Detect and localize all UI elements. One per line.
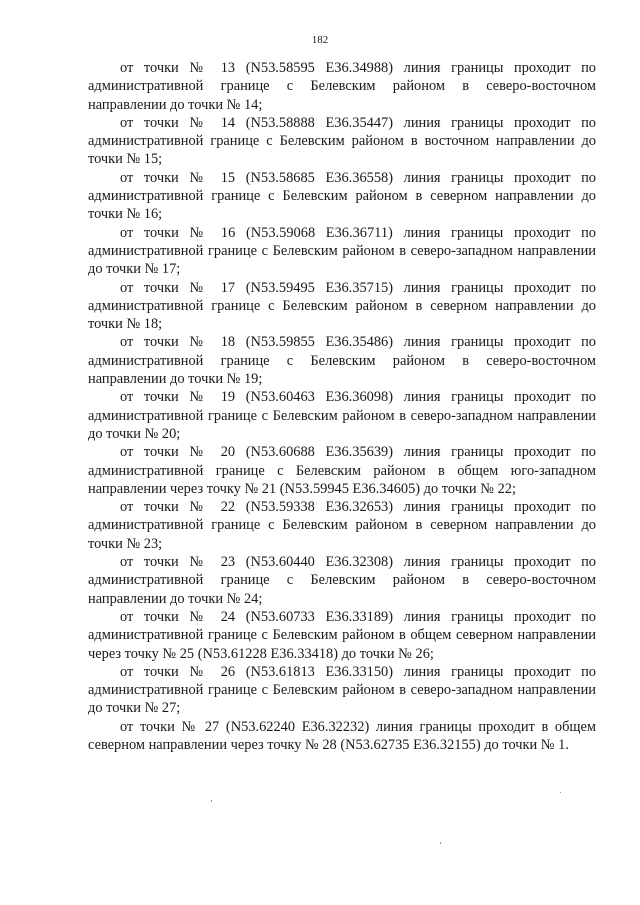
boundary-paragraph-16: от точки № 16 (N53.59068 E36.36711) линия границы проходит по административной границе с Белевским районом в северо-западном направлении до точки № 17; (88, 224, 596, 278)
boundary-paragraph-15: от точки № 15 (N53.58685 E36.36558) линия границы проходит по административной границе с Белевским районом в северном направлении до точки № 16; (88, 169, 596, 223)
scan-speck (440, 842, 441, 844)
boundary-paragraph-27: от точки № 27 (N53.62240 E36.32232) линия границы проходит в общем северном направлении через точку № 28 (N53.62735 E36.32155) до точки № 1. (88, 718, 596, 753)
scan-speck (560, 792, 561, 793)
boundary-paragraph-24: от точки № 24 (N53.60733 E36.33189) линия границы проходит по административной границе с Белевским районом в общем северном направлении через точку № 25 (N53.61228 E36.33418) до точки № 26; (88, 608, 596, 662)
boundary-paragraph-19: от точки № 19 (N53.60463 E36.36098) линия границы проходит по административной границе с Белевским районом в северо-западном направлении до точки № 20; (88, 389, 596, 442)
boundary-paragraph-18: от точки № 18 (N53.59855 E36.35486) линия границы проходит по административной границе с Белевским районом в северо-восточном направлении до точки № 19; (88, 334, 596, 388)
boundary-paragraph-14: от точки № 14 (N53.58888 E36.35447) линия границы проходит по административной границе с Белевским районом в восточном направлении до точки № 15; (88, 114, 596, 168)
boundary-paragraph-23: от точки № 23 (N53.60440 E36.32308) линия границы проходит по административной границе с Белевским районом в северо-восточном направлении до точки № 24; (88, 554, 596, 607)
scan-speck (211, 800, 212, 802)
boundary-paragraph-20: от точки № 20 (N53.60688 E36.35639) линия границы проходит по административной границе с Белевским районом в общем юго-западном направлении через точку № 21 (N53.59945 E36.34605) до точки № 22; (88, 444, 596, 497)
boundary-paragraph-13: от точки № 13 (N53.58595 E36.34988) линия границы проходит по административной границе с Белевским районом в северо-восточном направлении до точки № 14; (88, 60, 596, 113)
boundary-paragraph-17: от точки № 17 (N53.59495 E36.35715) линия границы проходит по административной границе с Белевским районом в северном направлении до точки № 18; (88, 279, 596, 333)
boundary-paragraph-26: от точки № 26 (N53.61813 E36.33150) линия границы проходит по административной границе с Белевским районом в северо-западном направлении до точки № 27; (88, 663, 596, 717)
boundary-paragraph-22: от точки № 22 (N53.59338 E36.32653) линия границы проходит по административной границе с Белевским районом в северном направлении до точки № 23; (88, 499, 596, 552)
page-number: 182 (311, 34, 329, 46)
document-body (88, 59, 596, 754)
